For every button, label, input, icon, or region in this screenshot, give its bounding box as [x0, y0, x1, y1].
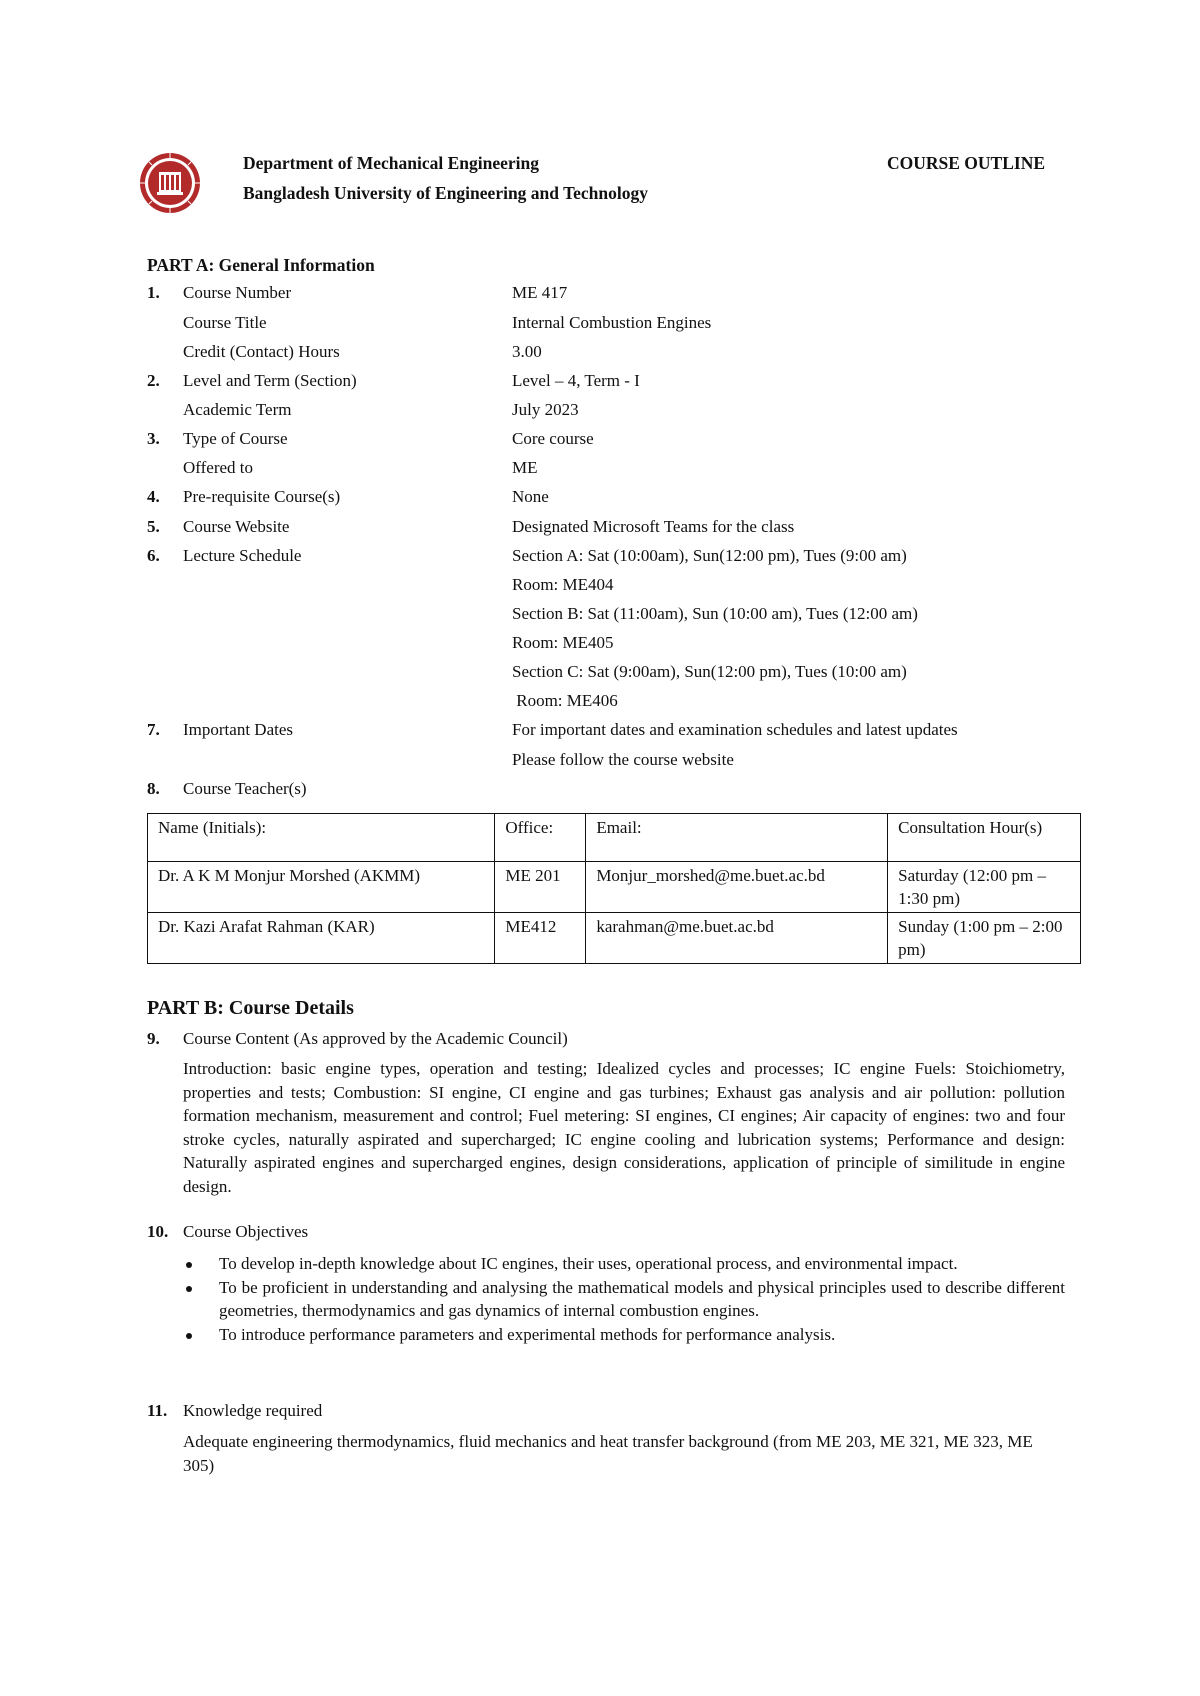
item-label: Offered to — [183, 458, 254, 477]
objective-text: To develop in-depth knowledge about IC engines, their uses, operational process, and environmental impact. — [219, 1254, 958, 1273]
item-number: 6. — [147, 546, 160, 565]
item-value: Designated Microsoft Teams for the class — [512, 517, 795, 536]
teacher-name: Dr. A K M Monjur Morshed (AKMM) — [148, 862, 495, 913]
info-row — [0, 720, 1200, 744]
item-value: Section A: Sat (10:00am), Sun(12:00 pm), Tues (9:00 am) — [512, 546, 907, 565]
info-row — [0, 371, 1200, 395]
section-number: 10. — [147, 1222, 169, 1241]
teacher-email: Monjur_morshed@me.buet.ac.bd — [586, 862, 888, 913]
section-label: Course Content (As approved by the Academic Council) — [183, 1029, 568, 1048]
item-number: 4. — [147, 487, 160, 506]
table-header-cell: Consultation Hour(s) — [888, 814, 1081, 862]
info-row — [0, 313, 1200, 337]
knowledge-required-text: Adequate engineering thermodynamics, fluid mechanics and heat transfer background (from ME 203, ME 321, ME 323, ME 305) — [183, 1432, 1033, 1475]
info-row — [0, 691, 1200, 715]
info-row — [0, 779, 1200, 803]
course-content-text: Introduction: basic engine types, operation and testing; Idealized cycles and processes; IC engine Fuels: Stoichiometry, properties and tests; Combustion: SI engine, CI engine and gas turbines; Exhaust gas analysis and air pollution: pollution formation mechanism, measurement and control; Fuel metering: SI engines, CI engines; Air capacity of engines: two and four stroke cycles, naturally aspirated and supercharged; IC engine cooling and lubrication systems; Performance and design: Naturally aspirated engines and supercharged engines, design considerations, application of principle of similitude in engine design. — [183, 1059, 1065, 1196]
item-label: Academic Term — [183, 400, 292, 419]
item-label: Credit (Contact) Hours — [183, 342, 340, 361]
section-label: Course Objectives — [183, 1222, 309, 1241]
item-label: Course Number — [183, 283, 292, 302]
item-value: Internal Combustion Engines — [512, 313, 712, 332]
university-name: Bangladesh University of Engineering and Technology — [243, 183, 649, 203]
item-number: 5. — [147, 517, 160, 536]
list-item — [183, 1252, 1065, 1275]
section-number: 11. — [147, 1401, 168, 1420]
info-row — [0, 662, 1200, 686]
bullet-icon — [186, 1286, 192, 1292]
item-number: 7. — [147, 720, 160, 739]
item-value: Room: ME406 — [512, 691, 618, 710]
bullet-icon — [186, 1262, 192, 1268]
teacher-consultation-hours: Sunday (1:00 pm – 2:00 pm) — [888, 913, 1081, 964]
info-row — [0, 342, 1200, 366]
objectives-list — [183, 1252, 1065, 1347]
teacher-office: ME 201 — [495, 862, 586, 913]
teacher-office: ME412 — [495, 913, 586, 964]
item-label: Course Title — [183, 313, 267, 332]
section-heading-row — [0, 1222, 1200, 1246]
item-label: Important Dates — [183, 720, 293, 739]
info-row — [0, 458, 1200, 482]
section-heading-row — [0, 1029, 1200, 1053]
info-row — [0, 517, 1200, 541]
objective-text: To be proficient in understanding and analysing the mathematical models and physical principles used to describe different geometries, thermodynamics and gas dynamics of internal combustion engines. — [219, 1278, 1065, 1320]
item-number: 2. — [147, 371, 160, 390]
item-value: Room: ME404 — [512, 575, 614, 594]
list-item — [183, 1276, 1065, 1322]
course-teacher-table — [147, 813, 1081, 964]
info-row — [0, 575, 1200, 599]
item-label: Course Website — [183, 517, 290, 536]
info-row — [0, 487, 1200, 511]
section-label: Knowledge required — [183, 1401, 323, 1420]
teacher-email: karahman@me.buet.ac.bd — [586, 913, 888, 964]
part-b-heading: PART B: Course Details — [147, 997, 354, 1019]
item-value: Core course — [512, 429, 594, 448]
list-item — [183, 1323, 1065, 1346]
item-value: 3.00 — [512, 342, 542, 361]
document-type: COURSE OUTLINE — [887, 153, 1046, 173]
info-row — [0, 283, 1200, 307]
item-value: None — [512, 487, 549, 506]
item-label: Lecture Schedule — [183, 546, 302, 565]
bullet-icon — [186, 1333, 192, 1339]
section-heading-row — [0, 1401, 1200, 1425]
section-number: 9. — [147, 1029, 160, 1048]
item-label: Level and Term (Section) — [183, 371, 357, 390]
item-number: 3. — [147, 429, 160, 448]
table-header-cell: Office: — [495, 814, 586, 862]
item-value: Section B: Sat (11:00am), Sun (10:00 am), Tues (12:00 am) — [512, 604, 918, 623]
item-label: Pre-requisite Course(s) — [183, 487, 341, 506]
department-name: Department of Mechanical Engineering — [243, 153, 539, 173]
item-number: 8. — [147, 779, 160, 798]
item-value: For important dates and examination schedules and latest updates — [512, 720, 958, 739]
item-value: July 2023 — [512, 400, 579, 419]
item-number: 1. — [147, 283, 160, 302]
table-header-cell: Email: — [586, 814, 888, 862]
table-row — [148, 913, 1081, 964]
item-value: Level – 4, Term - I — [512, 371, 640, 390]
teacher-name: Dr. Kazi Arafat Rahman (KAR) — [148, 913, 495, 964]
table-header-row — [148, 814, 1081, 862]
item-value: Section C: Sat (9:00am), Sun(12:00 pm), Tues (10:00 am) — [512, 662, 907, 681]
objective-text: To introduce performance parameters and experimental methods for performance analysis. — [219, 1325, 836, 1344]
item-value: ME 417 — [512, 283, 568, 302]
item-value: Room: ME405 — [512, 633, 614, 652]
item-label: Type of Course — [183, 429, 288, 448]
item-value: ME — [512, 458, 538, 477]
info-row — [0, 400, 1200, 424]
part-a-heading: PART A: General Information — [147, 255, 375, 275]
buet-logo-icon — [139, 152, 201, 214]
table-row — [148, 862, 1081, 913]
info-row — [0, 429, 1200, 453]
item-label: Course Teacher(s) — [183, 779, 307, 798]
table-header-cell: Name (Initials): — [148, 814, 495, 862]
info-row — [0, 604, 1200, 628]
info-row — [0, 546, 1200, 570]
item-value: Please follow the course website — [512, 750, 734, 769]
info-row — [0, 750, 1200, 774]
teacher-consultation-hours: Saturday (12:00 pm –1:30 pm) — [888, 862, 1081, 913]
info-row — [0, 633, 1200, 657]
